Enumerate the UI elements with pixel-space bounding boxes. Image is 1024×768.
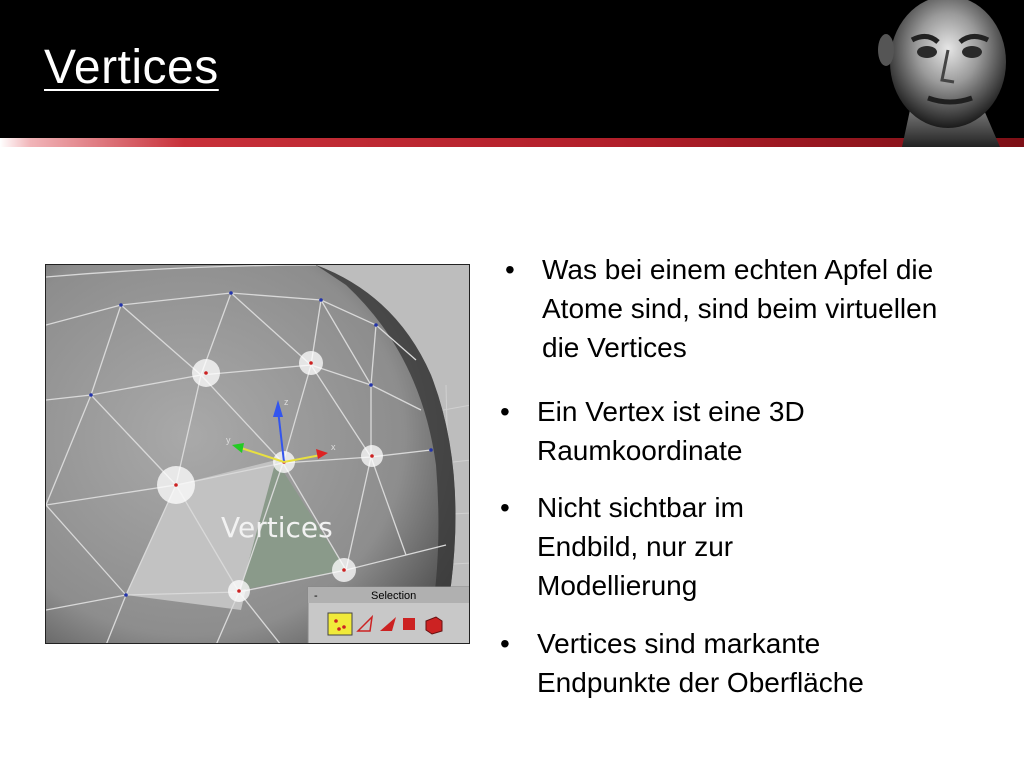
bullet-text: Nicht sichtbar im Endbild, nur zur Modellierung — [537, 492, 744, 601]
gizmo-label-z: z — [284, 397, 289, 407]
bullet-marker: • — [500, 492, 510, 523]
figure-overlay-label: Vertices — [221, 511, 333, 544]
bullet-text: Vertices sind markante Endpunkte der Oberfläche — [537, 628, 864, 698]
selection-panel — [308, 587, 470, 644]
bullet-item — [500, 392, 970, 470]
bullet-text: Ein Vertex ist eine 3D Raumkoordinate — [537, 396, 805, 466]
sphere-vertices-render — [45, 264, 470, 644]
selection-panel-collapse: - — [314, 590, 318, 602]
selection-panel-title: Selection — [371, 590, 417, 602]
bullet-text: Was bei einem echten Apfel die Atome sind, sind beim virtuellen die Vertices — [542, 254, 938, 363]
bullet-marker: • — [500, 396, 510, 427]
header-accent-stripe — [0, 138, 1024, 147]
chrome-head-logo — [872, 0, 1024, 147]
bullet-item — [500, 624, 970, 702]
bullet-marker: • — [505, 254, 515, 285]
bullet-item — [505, 250, 975, 367]
slide-title: Vertices — [44, 41, 219, 94]
gizmo-label-y: y — [226, 435, 231, 445]
bullet-marker: • — [500, 628, 510, 659]
bullet-item — [500, 488, 970, 605]
gizmo-label-x: x — [331, 442, 336, 452]
